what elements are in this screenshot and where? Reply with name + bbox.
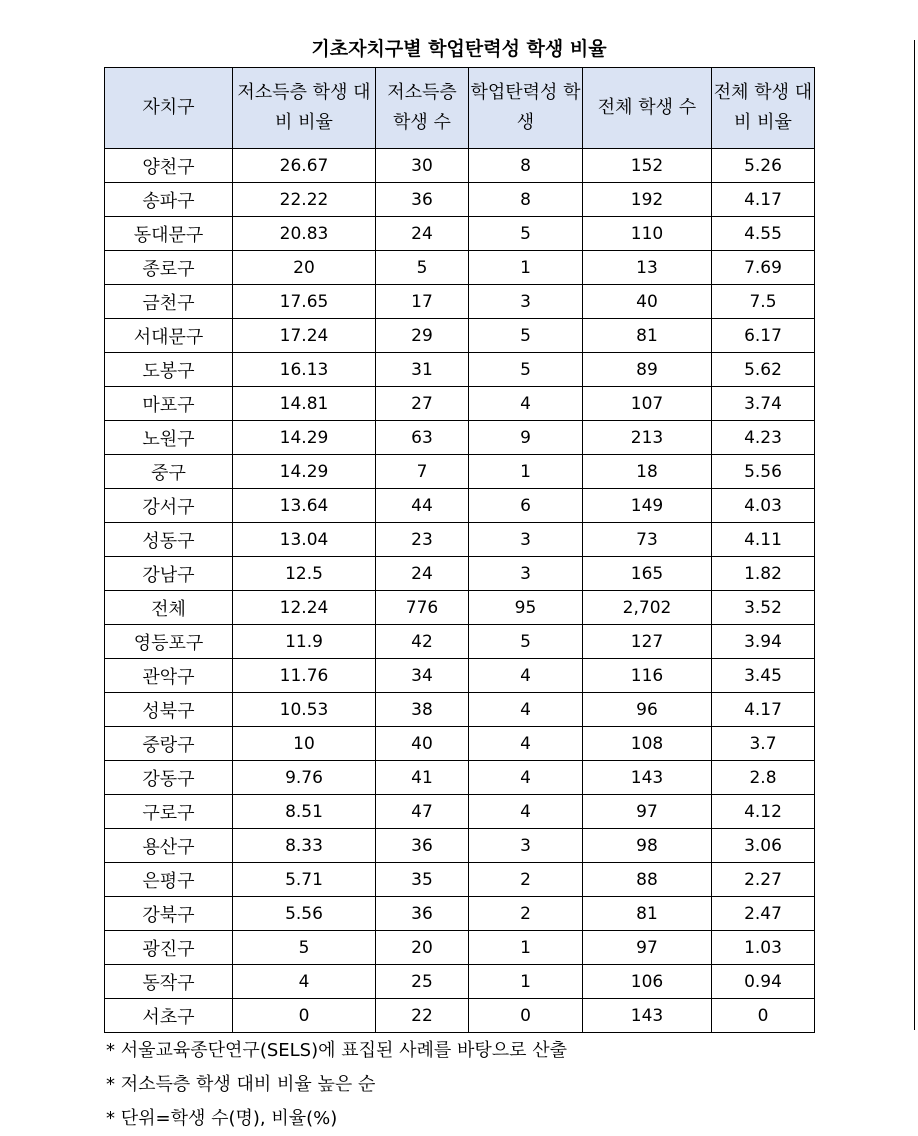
table-row — [105, 387, 815, 421]
resilient-count-cell: 3 — [469, 829, 583, 863]
district-cell: 강북구 — [105, 897, 233, 931]
total-students-cell: 13 — [583, 251, 712, 285]
low-income-count-cell: 22 — [376, 999, 469, 1033]
total-students-cell: 97 — [583, 931, 712, 965]
footnotes — [106, 1034, 567, 1136]
table-row — [105, 251, 815, 285]
low-income-count-cell: 47 — [376, 795, 469, 829]
header-total-ratio: 전체 학생 대비 비율 — [712, 68, 815, 149]
district-cell: 동대문구 — [105, 217, 233, 251]
low-income-ratio-cell: 26.67 — [233, 149, 376, 183]
total-students-cell: 18 — [583, 455, 712, 489]
table-title: 기초자치구별 학업탄력성 학생 비율 — [311, 38, 607, 60]
district-cell: 중랑구 — [105, 727, 233, 761]
total-ratio-cell: 6.17 — [712, 319, 815, 353]
resilient-count-cell: 5 — [469, 319, 583, 353]
table-row — [105, 489, 815, 523]
resilient-count-cell: 6 — [469, 489, 583, 523]
low-income-ratio-cell: 20.83 — [233, 217, 376, 251]
total-students-cell: 40 — [583, 285, 712, 319]
low-income-ratio-cell: 17.24 — [233, 319, 376, 353]
total-ratio-cell: 7.5 — [712, 285, 815, 319]
table-row — [105, 965, 815, 999]
low-income-ratio-cell: 14.29 — [233, 421, 376, 455]
header-district: 자치구 — [105, 68, 233, 149]
total-students-cell: 127 — [583, 625, 712, 659]
total-students-cell: 116 — [583, 659, 712, 693]
total-students-cell: 106 — [583, 965, 712, 999]
district-cell: 관악구 — [105, 659, 233, 693]
district-cell: 영등포구 — [105, 625, 233, 659]
resilient-count-cell: 95 — [469, 591, 583, 625]
low-income-ratio-cell: 8.51 — [233, 795, 376, 829]
resilient-count-cell: 4 — [469, 659, 583, 693]
low-income-count-cell: 36 — [376, 829, 469, 863]
low-income-ratio-cell: 14.29 — [233, 455, 376, 489]
low-income-ratio-cell: 20 — [233, 251, 376, 285]
district-cell: 성북구 — [105, 693, 233, 727]
low-income-ratio-cell: 5 — [233, 931, 376, 965]
table-row — [105, 625, 815, 659]
low-income-count-cell: 776 — [376, 591, 469, 625]
table-row — [105, 353, 815, 387]
district-cell: 마포구 — [105, 387, 233, 421]
total-students-cell: 152 — [583, 149, 712, 183]
table-row — [105, 761, 815, 795]
low-income-count-cell: 35 — [376, 863, 469, 897]
district-cell: 전체 — [105, 591, 233, 625]
low-income-count-cell: 27 — [376, 387, 469, 421]
low-income-ratio-cell: 12.24 — [233, 591, 376, 625]
low-income-ratio-cell: 16.13 — [233, 353, 376, 387]
total-ratio-cell: 3.45 — [712, 659, 815, 693]
total-students-cell: 96 — [583, 693, 712, 727]
resilient-count-cell: 4 — [469, 727, 583, 761]
district-cell: 구로구 — [105, 795, 233, 829]
low-income-count-cell: 41 — [376, 761, 469, 795]
resilient-count-cell: 5 — [469, 625, 583, 659]
district-cell: 성동구 — [105, 523, 233, 557]
district-cell: 강남구 — [105, 557, 233, 591]
total-ratio-cell: 1.82 — [712, 557, 815, 591]
total-ratio-cell: 0.94 — [712, 965, 815, 999]
total-ratio-cell: 2.27 — [712, 863, 815, 897]
header-low-income-ratio: 저소득층 학생 대비 비율 — [233, 68, 376, 149]
right-margin-rule — [914, 40, 915, 1030]
header-row — [105, 68, 815, 149]
total-students-cell: 88 — [583, 863, 712, 897]
data-table — [104, 67, 815, 1033]
resilient-count-cell: 5 — [469, 353, 583, 387]
table-row — [105, 421, 815, 455]
resilient-count-cell: 5 — [469, 217, 583, 251]
district-cell: 도봉구 — [105, 353, 233, 387]
table-row — [105, 591, 815, 625]
resilient-count-cell: 2 — [469, 863, 583, 897]
total-ratio-cell: 5.26 — [712, 149, 815, 183]
total-ratio-cell: 4.12 — [712, 795, 815, 829]
low-income-ratio-cell: 9.76 — [233, 761, 376, 795]
low-income-count-cell: 63 — [376, 421, 469, 455]
low-income-count-cell: 36 — [376, 897, 469, 931]
low-income-count-cell: 31 — [376, 353, 469, 387]
resilient-count-cell: 9 — [469, 421, 583, 455]
district-cell: 금천구 — [105, 285, 233, 319]
district-cell: 노원구 — [105, 421, 233, 455]
table-row — [105, 863, 815, 897]
low-income-ratio-cell: 10 — [233, 727, 376, 761]
table-row — [105, 999, 815, 1033]
district-cell: 강서구 — [105, 489, 233, 523]
total-students-cell: 110 — [583, 217, 712, 251]
total-ratio-cell: 1.03 — [712, 931, 815, 965]
total-ratio-cell: 4.11 — [712, 523, 815, 557]
low-income-count-cell: 25 — [376, 965, 469, 999]
total-ratio-cell: 4.55 — [712, 217, 815, 251]
low-income-ratio-cell: 11.76 — [233, 659, 376, 693]
district-cell: 서초구 — [105, 999, 233, 1033]
table-row — [105, 149, 815, 183]
total-students-cell: 2,702 — [583, 591, 712, 625]
total-students-cell: 107 — [583, 387, 712, 421]
total-students-cell: 143 — [583, 999, 712, 1033]
low-income-count-cell: 5 — [376, 251, 469, 285]
low-income-ratio-cell: 13.04 — [233, 523, 376, 557]
total-students-cell: 213 — [583, 421, 712, 455]
footnote-source: * 서울교육종단연구(SELS)에 표집된 사례를 바탕으로 산출 — [106, 1040, 568, 1061]
resilient-count-cell: 1 — [469, 251, 583, 285]
table-row — [105, 829, 815, 863]
total-students-cell: 165 — [583, 557, 712, 591]
total-ratio-cell: 3.94 — [712, 625, 815, 659]
resilient-count-cell: 3 — [469, 557, 583, 591]
total-ratio-cell: 2.47 — [712, 897, 815, 931]
total-ratio-cell: 3.06 — [712, 829, 815, 863]
low-income-count-cell: 7 — [376, 455, 469, 489]
table-row — [105, 693, 815, 727]
low-income-count-cell: 38 — [376, 693, 469, 727]
low-income-ratio-cell: 10.53 — [233, 693, 376, 727]
table-row — [105, 455, 815, 489]
low-income-count-cell: 24 — [376, 557, 469, 591]
table-row — [105, 557, 815, 591]
low-income-count-cell: 34 — [376, 659, 469, 693]
district-cell: 은평구 — [105, 863, 233, 897]
resilient-count-cell: 1 — [469, 455, 583, 489]
low-income-ratio-cell: 0 — [233, 999, 376, 1033]
header-low-income-count: 저소득층 학생 수 — [376, 68, 469, 149]
table-row — [105, 931, 815, 965]
district-cell: 양천구 — [105, 149, 233, 183]
low-income-ratio-cell: 8.33 — [233, 829, 376, 863]
total-ratio-cell: 2.8 — [712, 761, 815, 795]
resilient-count-cell: 4 — [469, 693, 583, 727]
table-row — [105, 217, 815, 251]
total-ratio-cell: 4.17 — [712, 183, 815, 217]
resilient-count-cell: 4 — [469, 761, 583, 795]
total-ratio-cell: 3.7 — [712, 727, 815, 761]
total-ratio-cell: 4.03 — [712, 489, 815, 523]
total-students-cell: 97 — [583, 795, 712, 829]
low-income-ratio-cell: 17.65 — [233, 285, 376, 319]
district-cell: 용산구 — [105, 829, 233, 863]
low-income-ratio-cell: 13.64 — [233, 489, 376, 523]
low-income-count-cell: 30 — [376, 149, 469, 183]
low-income-ratio-cell: 14.81 — [233, 387, 376, 421]
low-income-count-cell: 42 — [376, 625, 469, 659]
total-students-cell: 149 — [583, 489, 712, 523]
table-row — [105, 727, 815, 761]
total-students-cell: 89 — [583, 353, 712, 387]
header-total-students: 전체 학생 수 — [583, 68, 712, 149]
table-row — [105, 523, 815, 557]
low-income-ratio-cell: 5.56 — [233, 897, 376, 931]
total-students-cell: 73 — [583, 523, 712, 557]
table-row — [105, 795, 815, 829]
table-body — [105, 149, 815, 1033]
district-cell: 중구 — [105, 455, 233, 489]
total-students-cell: 98 — [583, 829, 712, 863]
district-cell: 광진구 — [105, 931, 233, 965]
total-ratio-cell: 5.62 — [712, 353, 815, 387]
resilient-count-cell: 4 — [469, 795, 583, 829]
low-income-ratio-cell: 22.22 — [233, 183, 376, 217]
total-students-cell: 81 — [583, 897, 712, 931]
total-ratio-cell: 4.17 — [712, 693, 815, 727]
total-students-cell: 143 — [583, 761, 712, 795]
low-income-count-cell: 23 — [376, 523, 469, 557]
district-cell: 동작구 — [105, 965, 233, 999]
table-row — [105, 183, 815, 217]
total-ratio-cell: 4.23 — [712, 421, 815, 455]
low-income-ratio-cell: 12.5 — [233, 557, 376, 591]
resilient-count-cell: 2 — [469, 897, 583, 931]
total-students-cell: 81 — [583, 319, 712, 353]
low-income-count-cell: 24 — [376, 217, 469, 251]
total-ratio-cell: 3.74 — [712, 387, 815, 421]
resilient-count-cell: 8 — [469, 149, 583, 183]
total-ratio-cell: 0 — [712, 999, 815, 1033]
total-ratio-cell: 5.56 — [712, 455, 815, 489]
total-ratio-cell: 3.52 — [712, 591, 815, 625]
district-cell: 강동구 — [105, 761, 233, 795]
table-row — [105, 285, 815, 319]
low-income-count-cell: 44 — [376, 489, 469, 523]
resilient-count-cell: 3 — [469, 285, 583, 319]
low-income-ratio-cell: 11.9 — [233, 625, 376, 659]
table-row — [105, 319, 815, 353]
low-income-count-cell: 17 — [376, 285, 469, 319]
footnote-units: * 단위=학생 수(명), 비율(%) — [106, 1108, 338, 1129]
total-students-cell: 108 — [583, 727, 712, 761]
resilient-count-cell: 0 — [469, 999, 583, 1033]
district-cell: 송파구 — [105, 183, 233, 217]
low-income-ratio-cell: 4 — [233, 965, 376, 999]
district-cell: 종로구 — [105, 251, 233, 285]
resilient-count-cell: 1 — [469, 965, 583, 999]
low-income-count-cell: 29 — [376, 319, 469, 353]
table-row — [105, 897, 815, 931]
resilient-count-cell: 4 — [469, 387, 583, 421]
resilient-count-cell: 3 — [469, 523, 583, 557]
resilient-count-cell: 1 — [469, 931, 583, 965]
total-ratio-cell: 7.69 — [712, 251, 815, 285]
low-income-count-cell: 20 — [376, 931, 469, 965]
header-resilient-students: 학업탄력성 학생 — [469, 68, 583, 149]
footnote-sort-order: * 저소득층 학생 대비 비율 높은 순 — [106, 1074, 376, 1095]
low-income-count-cell: 40 — [376, 727, 469, 761]
table-row — [105, 659, 815, 693]
resilient-count-cell: 8 — [469, 183, 583, 217]
low-income-count-cell: 36 — [376, 183, 469, 217]
low-income-ratio-cell: 5.71 — [233, 863, 376, 897]
district-cell: 서대문구 — [105, 319, 233, 353]
total-students-cell: 192 — [583, 183, 712, 217]
